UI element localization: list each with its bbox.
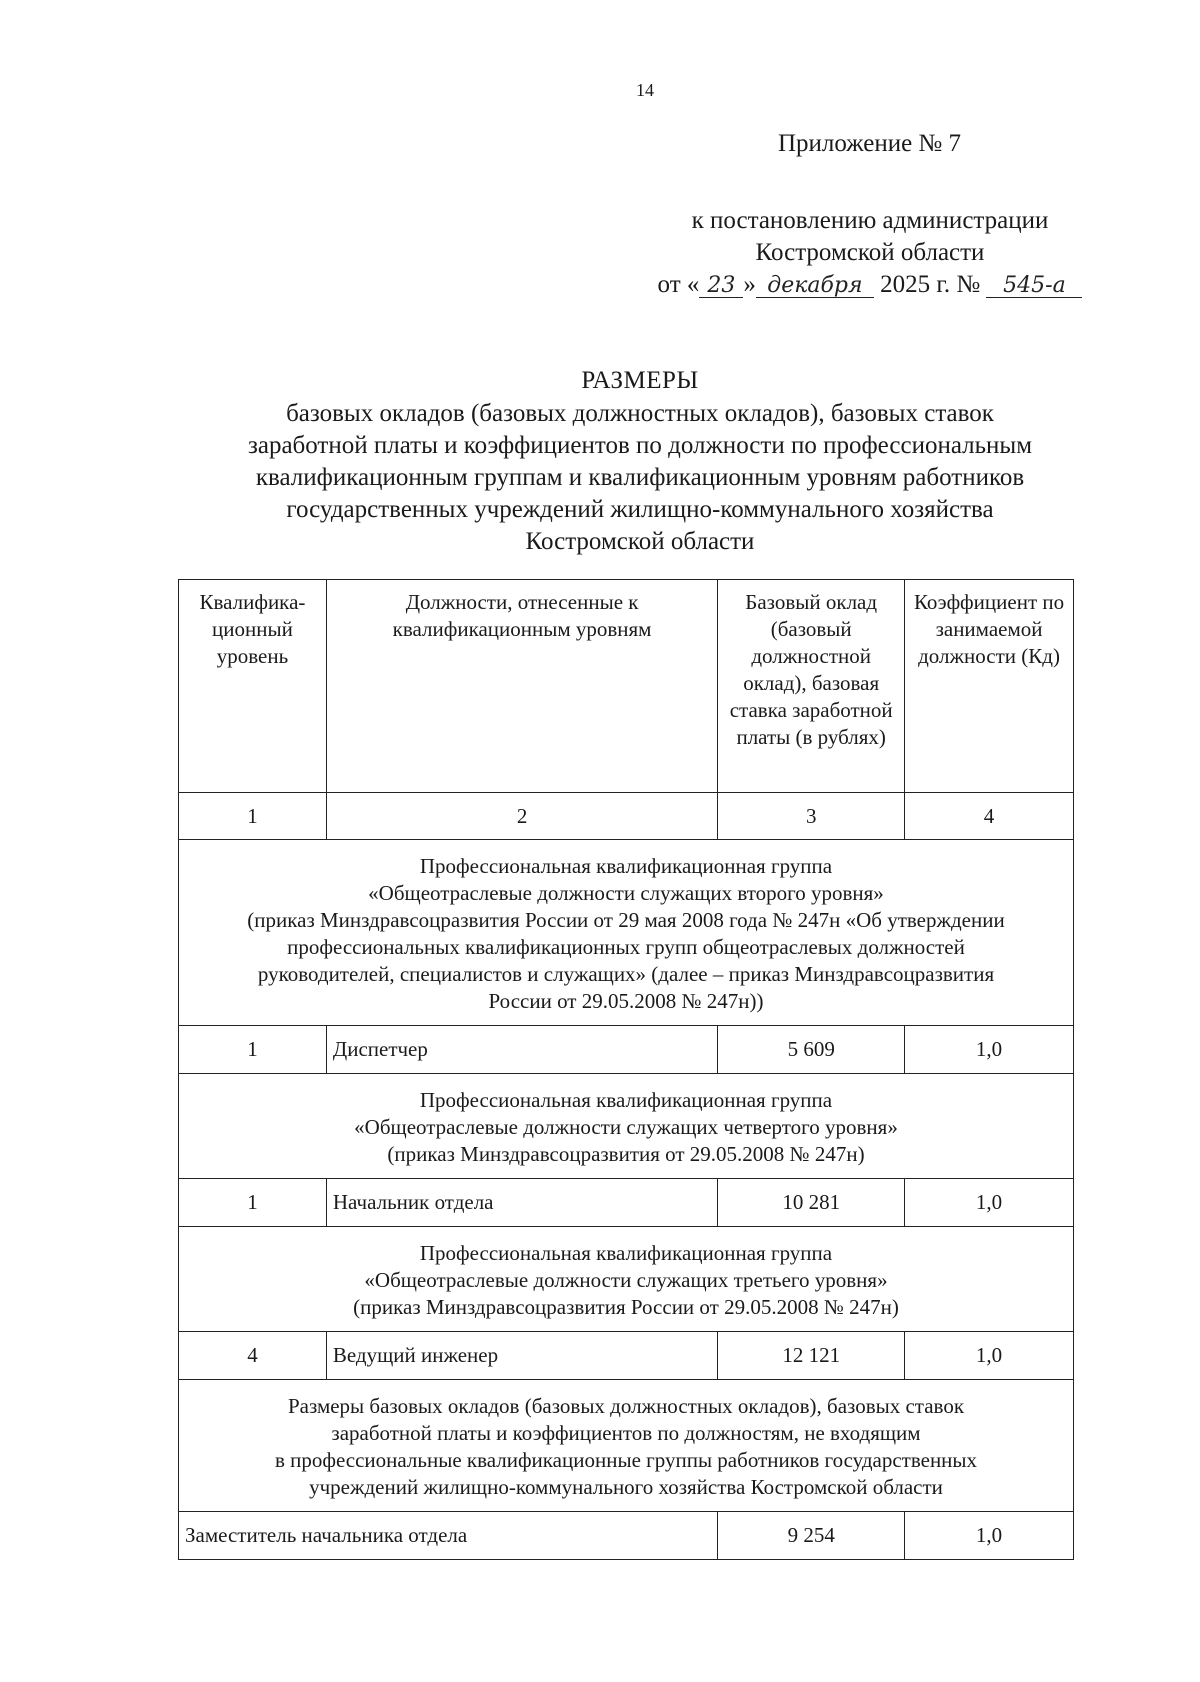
document-title: РАЗМЕРЫ <box>581 367 699 394</box>
group-line: России от 29.05.2008 № 247н)) <box>488 989 764 1013</box>
group-line: «Общеотраслевые должности служащих четвертого уровня» <box>354 1115 898 1139</box>
group-line: заработной платы и коэффициентов по должностям, не входящим <box>331 1421 921 1445</box>
group-header-row <box>179 840 1074 1026</box>
cell-position: Начальник отдела <box>326 1179 717 1227</box>
table-row <box>179 1332 1074 1380</box>
cell-coefficient: 1,0 <box>905 1179 1074 1227</box>
table-header-row <box>179 580 1074 793</box>
cell-salary: 10 281 <box>718 1179 905 1227</box>
decree-line-1: к постановлению администрации <box>691 207 1049 234</box>
handwritten-month: декабря <box>756 275 874 298</box>
header-positions: Должности, отнесенные к квалификационным уровням <box>326 580 717 793</box>
group-line: Профессиональная квалификационная группа <box>419 854 833 878</box>
decree-reference <box>640 205 1100 301</box>
cell-level: 1 <box>179 1026 327 1074</box>
salary-table <box>178 579 1074 1560</box>
header-coefficient: Коэффициент по занимаемой должности (Кд) <box>905 580 1074 793</box>
table-row <box>179 1026 1074 1074</box>
cell-salary: 5 609 <box>718 1026 905 1074</box>
cell-coefficient: 1,0 <box>905 1332 1074 1380</box>
appendix-title: Приложение № 7 <box>778 130 962 157</box>
page-number: 14 <box>636 80 654 100</box>
cell-salary: 12 121 <box>718 1332 905 1380</box>
decree-date-line <box>640 269 1100 301</box>
cell-coefficient: 1,0 <box>905 1512 1074 1560</box>
group-line: «Общеотраслевые должности служащих третьего уровня» <box>364 1268 888 1292</box>
subtitle-line: базовых окладов (базовых должностных окладов), базовых ставок <box>286 400 994 427</box>
decree-prefix: от « <box>657 271 700 298</box>
group-header-cell <box>179 1074 1074 1179</box>
subtitle-line: государственных учреждений жилищно-коммунального хозяйства <box>286 496 994 523</box>
column-number: 4 <box>905 793 1074 840</box>
group-line: руководителей, специалистов и служащих» (далее – приказ Минздравсоцразвития <box>257 962 995 986</box>
group-line: Профессиональная квалификационная группа <box>419 1088 833 1112</box>
handwritten-number: 545-а <box>986 275 1082 298</box>
subtitle-line: Костромской области <box>525 528 755 555</box>
column-number: 2 <box>326 793 717 840</box>
document-subtitle <box>170 398 1110 558</box>
cell-position: Заместитель начальника отдела <box>179 1512 718 1560</box>
subtitle-line: квалификационным группам и квалификационным уровням работников <box>255 464 1025 491</box>
group-header-row <box>179 1227 1074 1332</box>
group-header-cell <box>179 840 1074 1026</box>
cell-position: Ведущий инженер <box>326 1332 717 1380</box>
header-base-salary: Базовый оклад (базовый должностной оклад), базовая ставка заработной платы (в рублях) <box>718 580 905 793</box>
group-header-row <box>179 1074 1074 1179</box>
column-number-row <box>179 793 1074 840</box>
decree-year: 2025 г. № <box>880 271 981 298</box>
subtitle-line: заработной платы и коэффициентов по должности по профессиональным <box>247 432 1033 459</box>
column-number: 1 <box>179 793 327 840</box>
handwritten-day: 23 <box>699 275 743 298</box>
group-line: (приказ Минздравсоцразвития России от 29 мая 2008 года № 247н «Об утверждении <box>247 908 1005 932</box>
group-line: (приказ Минздравсоцразвития от 29.05.2008 № 247н) <box>387 1142 865 1166</box>
decree-line-2: Костромской области <box>755 239 985 266</box>
decree-quote-close: » <box>743 271 756 298</box>
group-line: (приказ Минздравсоцразвития России от 29.05.2008 № 247н) <box>353 1295 899 1319</box>
table-row <box>179 1179 1074 1227</box>
cell-coefficient: 1,0 <box>905 1026 1074 1074</box>
group-header-cell <box>179 1380 1074 1512</box>
group-header-row <box>179 1380 1074 1512</box>
header-level: Квалифика-ционный уровень <box>179 580 327 793</box>
group-header-cell <box>179 1227 1074 1332</box>
group-line: профессиональных квалификационных групп общеотраслевых должностей <box>287 935 965 959</box>
column-number: 3 <box>718 793 905 840</box>
cell-level: 1 <box>179 1179 327 1227</box>
group-line: «Общеотраслевые должности служащих второго уровня» <box>368 881 884 905</box>
cell-position: Диспетчер <box>326 1026 717 1074</box>
group-line: учреждений жилищно-коммунального хозяйства Костромской области <box>309 1475 943 1499</box>
group-line: Размеры базовых окладов (базовых должностных окладов), базовых ставок <box>287 1394 965 1418</box>
cell-level: 4 <box>179 1332 327 1380</box>
group-line: Профессиональная квалификационная группа <box>419 1241 833 1265</box>
group-line: в профессиональные квалификационные группы работников государственных <box>274 1448 978 1472</box>
cell-salary: 9 254 <box>718 1512 905 1560</box>
table-row <box>179 1512 1074 1560</box>
